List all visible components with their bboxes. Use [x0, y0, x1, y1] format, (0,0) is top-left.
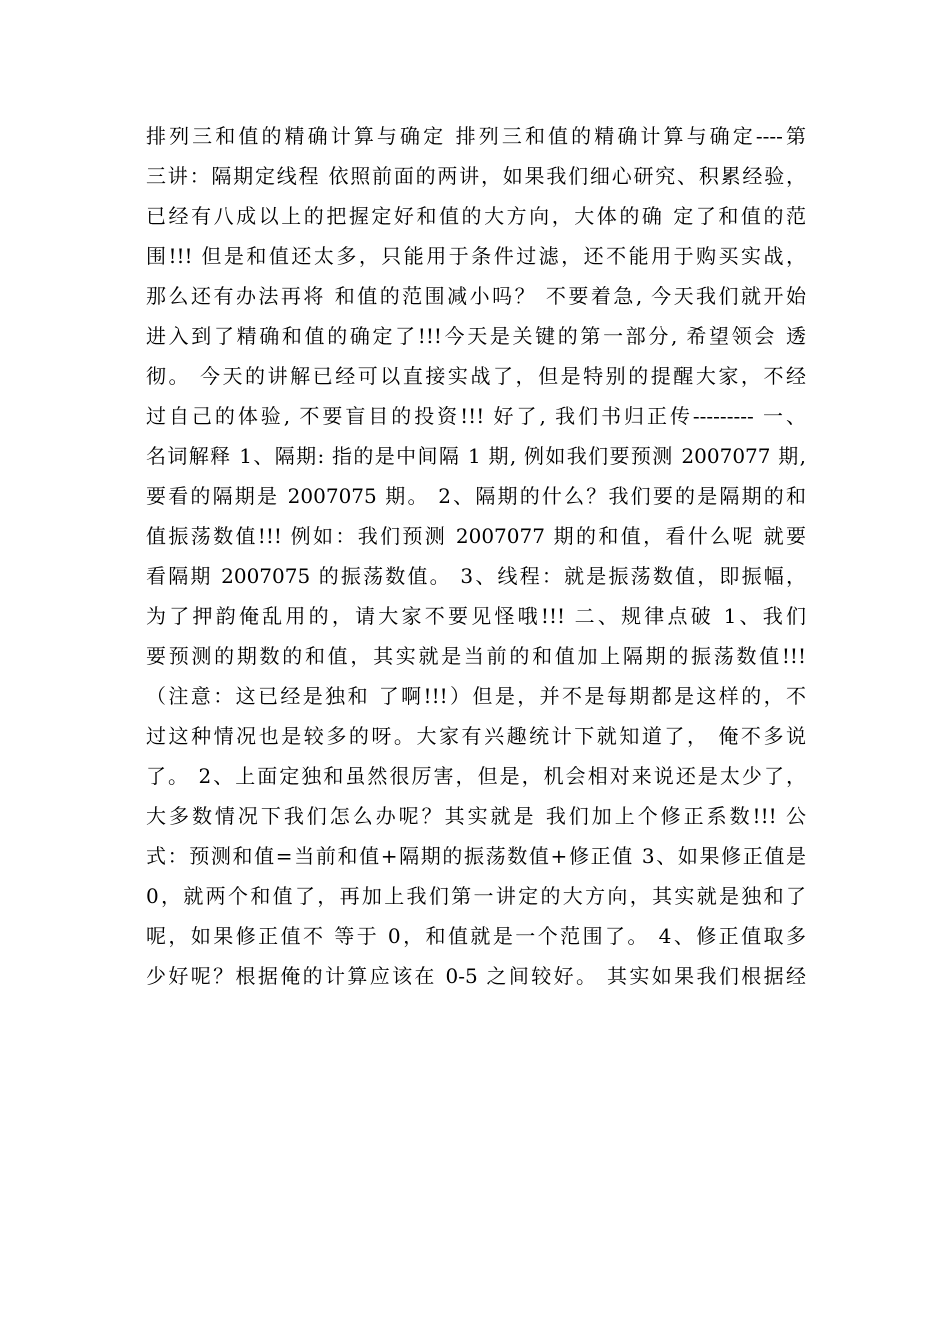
text-line: 了。 2、上面定独和虽然很厉害，但是，机会相对来说还是太少了， — [146, 764, 806, 788]
text-line: 过这种情况也是较多的呀。大家有兴趣统计下就知道了， 俺不多说 — [146, 724, 806, 748]
text-line: 式：预测和值=当前和值+隔期的振荡数值+修正值 3、如果修正值是 — [146, 844, 806, 868]
text-line: 那么还有办法再将 和值的范围减小吗？ 不要着急, 今天我们就开始 — [146, 284, 806, 308]
text-line: 名词解释 1、隔期: 指的是中间隔 1 期, 例如我们要预测 2007077 期, — [146, 444, 806, 468]
text-line: 彻。 今天的讲解已经可以直接实战了，但是特别的提醒大家，不经 — [146, 364, 806, 388]
text-line: 要预测的期数的和值，其实就是当前的和值加上隔期的振荡数值!!! — [146, 644, 806, 668]
text-line: 三讲：隔期定线程 依照前面的两讲，如果我们细心研究、积累经验， — [146, 164, 806, 188]
text-line: 过自己的体验, 不要盲目的投资!!! 好了, 我们书归正传--------- 一、 — [146, 404, 806, 428]
text-line: 0，就两个和值了，再加上我们第一讲定的大方向，其实就是独和了 — [146, 884, 806, 908]
text-line: 看隔期 2007075 的振荡数值。 3、线程：就是振荡数值，即振幅， — [146, 564, 806, 588]
text-line: 要看的隔期是 2007075 期。 2、隔期的什么？我们要的是隔期的和 — [146, 484, 806, 508]
text-line: 排列三和值的精确计算与确定 排列三和值的精确计算与确定----第 — [146, 124, 806, 148]
text-line: （注意：这已经是独和 了啊!!!）但是，并不是每期都是这样的，不 — [146, 684, 806, 708]
text-line: 围!!! 但是和值还太多，只能用于条件过滤，还不能用于购买实战， — [146, 244, 806, 268]
text-line: 已经有八成以上的把握定好和值的大方向，大体的确 定了和值的范 — [146, 204, 806, 228]
body-text — [146, 116, 806, 996]
text-line: 大多数情况下我们怎么办呢？其实就是 我们加上个修正系数!!! 公 — [146, 804, 806, 828]
text-line: 进入到了精确和值的确定了!!!今天是关键的第一部分, 希望领会 透 — [146, 324, 806, 348]
text-line: 值振荡数值!!! 例如：我们预测 2007077 期的和值，看什么呢 就要 — [146, 524, 806, 548]
text-line: 呢，如果修正值不 等于 0，和值就是一个范围了。 4、修正值取多 — [146, 924, 806, 948]
text-line: 为了押韵俺乱用的，请大家不要见怪哦!!! 二、规律点破 1、我们 — [146, 604, 806, 628]
text-line: 少好呢？根据俺的计算应该在 0-5 之间较好。 其实如果我们根据经 — [146, 964, 806, 988]
